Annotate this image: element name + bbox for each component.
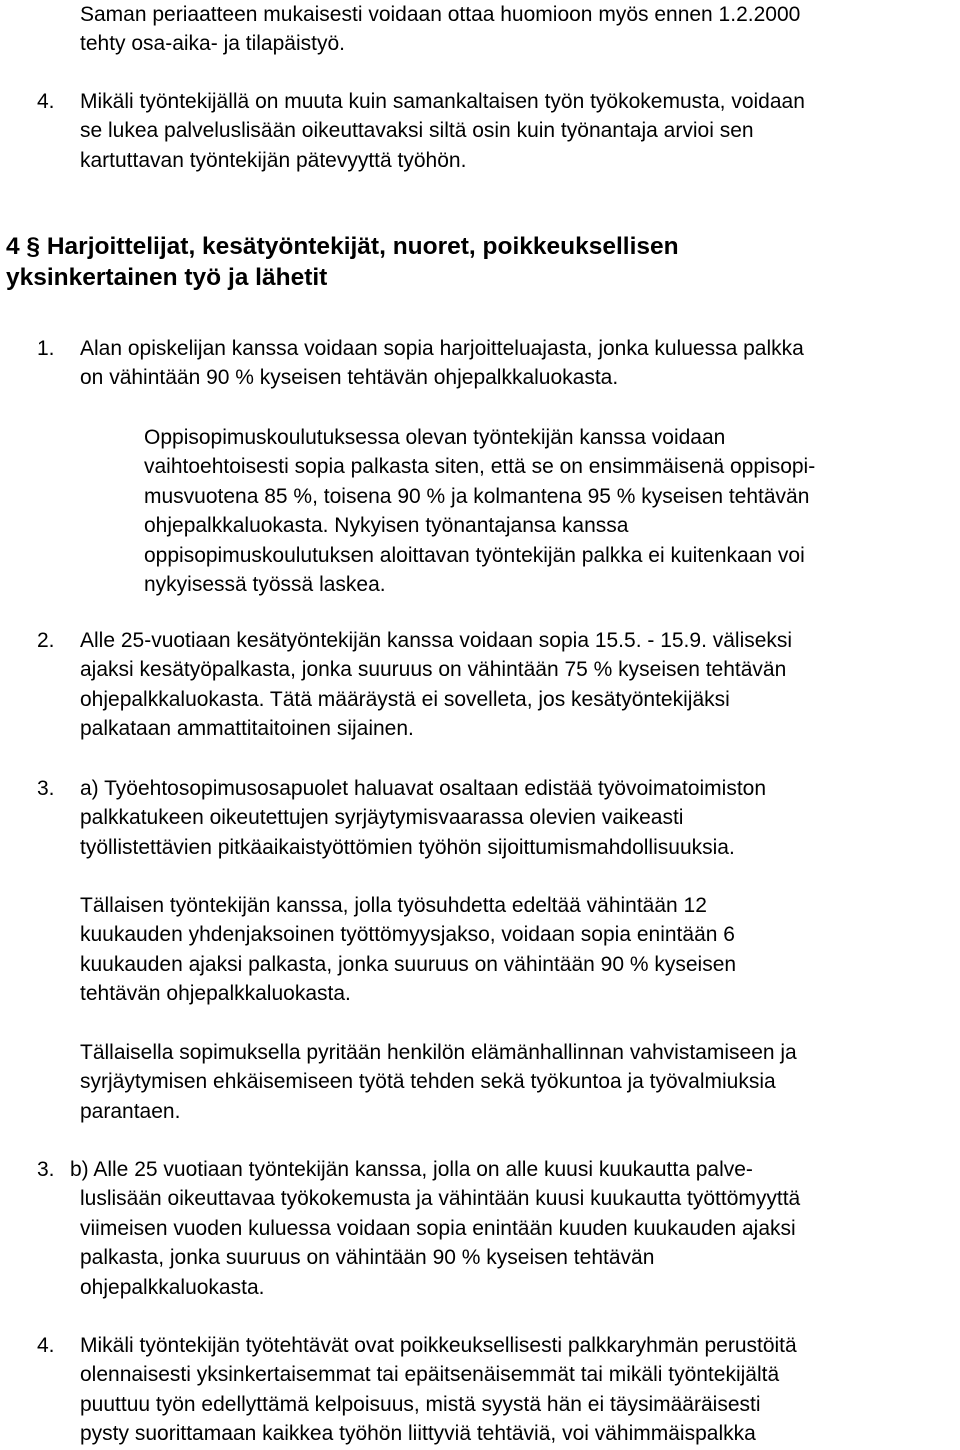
text-line: ohjepalkkaluokasta. [80, 1275, 265, 1299]
text-line: palkataan ammattitaitoinen sijainen. [80, 717, 414, 741]
item-number: 2. [37, 629, 55, 652]
item-2-paragraph [80, 626, 792, 744]
text-line: vaihtoehtoisesti sopia palkasta siten, että se on ensimmäisenä oppisopi- [144, 455, 816, 479]
text-line: kartuttavan työntekijän pätevyyttä työhön. [80, 148, 467, 172]
text-line: ajaksi kesätyöpalkasta, jonka suuruus on vähintään 75 % kyseisen tehtävän [80, 658, 787, 682]
item-3a-second-paragraph [80, 891, 736, 1009]
section-heading [6, 231, 679, 293]
text-line: palkkatukeen oikeutettujen syrjäytymisvaarassa olevien vaikeasti [80, 806, 684, 830]
item-4-paragraph [80, 1331, 797, 1449]
item-number: 3. [37, 777, 55, 800]
text-line: olennaisesti yksinkertaisemmat tai epäitsenäisemmät tai mikäli työntekijältä [80, 1363, 780, 1387]
intro-paragraph [80, 0, 800, 59]
item-1-apprenticeship-paragraph [144, 423, 815, 599]
text-line: työllistettävien pitkäaikaistyöttömien työhön sijoittumismahdollisuuksia. [80, 835, 735, 859]
item-number: 4. [37, 90, 55, 113]
text-line: pysty suorittamaan kaikkea työhön liittyviä tehtäviä, voi vähimmäispalkka [80, 1422, 756, 1446]
text-line: Saman periaatteen mukaisesti voidaan ottaa huomioon myös ennen 1.2.2000 [80, 3, 801, 26]
item-1-paragraph [80, 334, 804, 393]
text-line: nykyisessä työssä laskea. [144, 573, 386, 597]
text-line: Alle 25-vuotiaan kesätyöntekijän kanssa voidaan sopia 15.5. - 15.9. väliseksi [80, 629, 793, 652]
text-line: ohjepalkkaluokasta. Tätä määräystä ei sovelleta, jos kesätyöntekijäksi [80, 687, 730, 711]
text-line: tehty osa-aika- ja tilapäistyö. [80, 32, 345, 56]
item-3b-paragraph [70, 1155, 800, 1302]
text-line: Alan opiskelijan kanssa voidaan sopia harjoitteluajasta, jonka kuluessa palkka [80, 337, 804, 360]
text-line: tehtävän ohjepalkkaluokasta. [80, 982, 351, 1006]
text-line: Mikäli työntekijällä on muuta kuin samankaltaisen työn työkokemusta, voidaan [80, 90, 805, 113]
item-3a-third-paragraph [80, 1038, 797, 1126]
text-line: syrjäytymisen ehkäisemiseen työtä tehden sekä työkuntoa ja työvalmiuksia [80, 1070, 776, 1094]
text-line: luslisään oikeuttavaa työkokemusta ja vähintään kuusi kuukautta työttömyyttä [80, 1187, 801, 1211]
text-line: a) Työehtosopimusosapuolet haluavat osaltaan edistää työvoimatoimiston [80, 777, 767, 800]
text-line: kuukauden ajaksi palkasta, jonka suuruus on vähintään 90 % kyseisen [80, 952, 737, 976]
text-line: ohjepalkkaluokasta. Nykyisen työnantajansa kanssa [144, 514, 629, 538]
text-line: se lukea palveluslisään oikeuttavaksi siltä osin kuin työnantaja arvioi sen [80, 119, 754, 143]
text-line: b) Alle 25 vuotiaan työntekijän kanssa, jolla on alle kuusi kuukautta palve- [70, 1158, 753, 1181]
text-line: oppisopimuskoulutuksen aloittavan työntekijän palkka ei kuitenkaan voi [144, 543, 805, 567]
item-4-previous-paragraph [80, 87, 805, 175]
item-number: 3. [37, 1158, 55, 1181]
text-line: palkasta, jonka suuruus on vähintään 90 % kyseisen tehtävän [80, 1246, 655, 1270]
item-number: 1. [37, 337, 55, 360]
text-line: musvuotena 85 %, toisena 90 % ja kolmantena 95 % kyseisen tehtävän [144, 484, 810, 508]
text-line: viimeisen vuoden kuluessa voidaan sopia enintään kuuden kuukauden ajaksi [80, 1216, 796, 1240]
text-line: on vähintään 90 % kyseisen tehtävän ohjepalkkaluokasta. [80, 366, 619, 390]
text-line: puuttuu työn edellyttämä kelpoisuus, mistä syystä hän ei täysimääräisesti [80, 1392, 761, 1416]
item-3a-paragraph [80, 774, 766, 862]
text-line: Tällaisella sopimuksella pyritään henkilön elämänhallinnan vahvistamiseen ja [80, 1041, 797, 1064]
heading-line: 4 § Harjoittelijat, kesätyöntekijät, nuoret, poikkeuksellisen [6, 233, 679, 260]
text-line: Tällaisen työntekijän kanssa, jolla työsuhdetta edeltää vähintään 12 [80, 894, 707, 917]
text-line: Mikäli työntekijän työtehtävät ovat poikkeuksellisesti palkkaryhmän perustöitä [80, 1334, 797, 1357]
text-line: Oppisopimuskoulutuksessa olevan työntekijän kanssa voidaan [144, 426, 726, 449]
text-line: parantaen. [80, 1099, 181, 1123]
text-line: kuukauden yhdenjaksoinen työttömyysjakso, voidaan sopia enintään 6 [80, 923, 735, 947]
item-number: 4. [37, 1334, 55, 1357]
heading-line: yksinkertainen työ ja lähetit [6, 264, 328, 291]
